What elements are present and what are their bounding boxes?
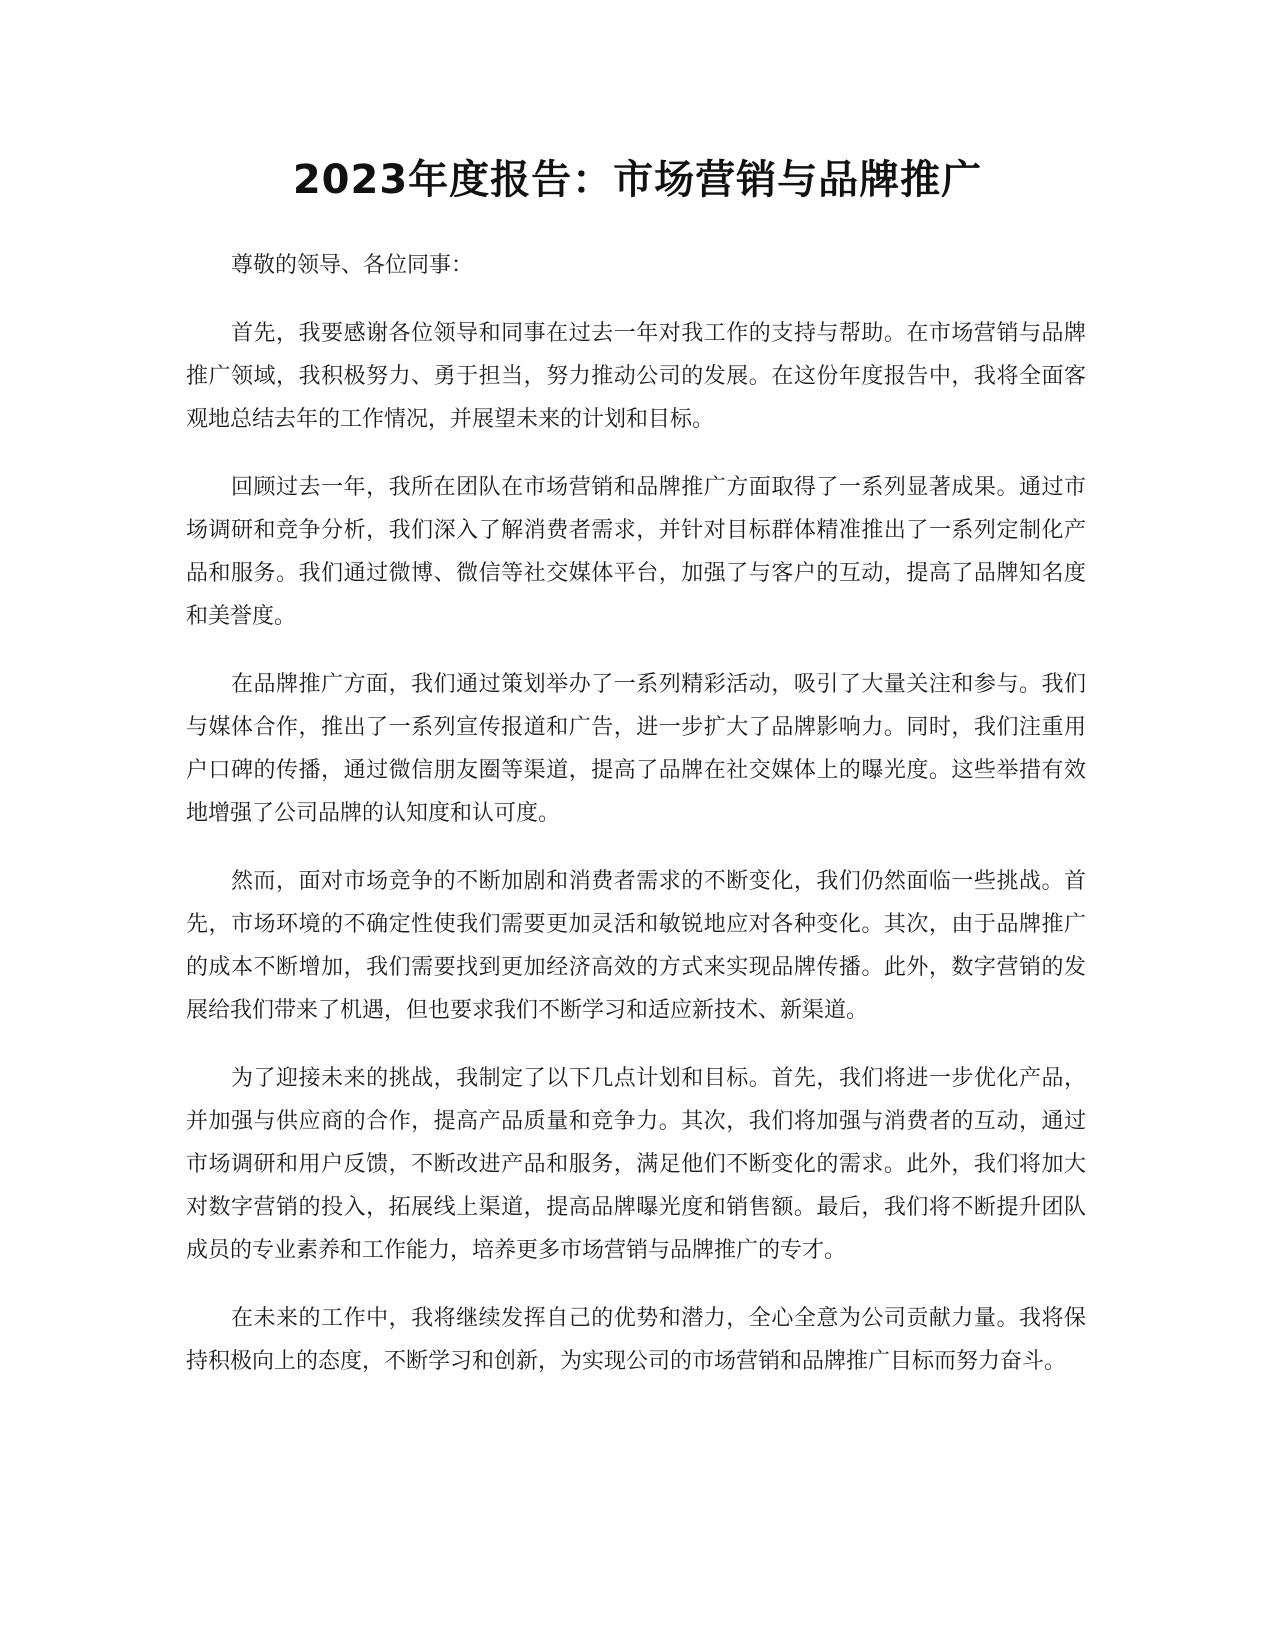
paragraph-challenges: 然而，面对市场竞争的不断加剧和消费者需求的不断变化，我们仍然面临一些挑战。首先，市场环境的不确定性使我们需要更加灵活和敏锐地应对各种变化。其次，由于品牌推广的成本不断增加，我们需要找到更加经济高效的方式来实现品牌传播。此外，数字营销的发展给我们带来了机遇，但也要求我们不断学习和适应新技术、新渠道。 <box>186 869 1086 1023</box>
salutation: 尊敬的领导、各位同事： <box>231 253 474 278</box>
document-body <box>186 244 1086 1408</box>
paragraph-plans: 为了迎接未来的挑战，我制定了以下几点计划和目标。首先，我们将进一步优化产品，并加强与供应商的合作，提高产品质量和竞争力。其次，我们将加强与消费者的互动，通过市场调研和用户反馈，不断改进产品和服务，满足他们不断变化的需求。此外，我们将加大对数字营销的投入，拓展线上渠道，提高品牌曝光度和销售额。最后，我们将不断提升团队成员的专业素养和工作能力，培养更多市场营销与品牌推广的专才。 <box>186 1066 1086 1263</box>
paragraph-brand-promotion: 在品牌推广方面，我们通过策划举办了一系列精彩活动，吸引了大量关注和参与。我们与媒体合作，推出了一系列宣传报道和广告，进一步扩大了品牌影响力。同时，我们注重用户口碑的传播，通过微信朋友圈等渠道，提高了品牌在社交媒体上的曝光度。这些举措有效地增强了公司品牌的认知度和认可度。 <box>186 672 1086 826</box>
paragraph-thanks: 首先，我要感谢各位领导和同事在过去一年对我工作的支持与帮助。在市场营销与品牌推广领域，我积极努力、勇于担当，努力推动公司的发展。在这份年度报告中，我将全面客观地总结去年的工作情况，并展望未来的计划和目标。 <box>186 321 1086 432</box>
paragraph-review: 回顾过去一年，我所在团队在市场营销和品牌推广方面取得了一系列显著成果。通过市场调研和竞争分析，我们深入了解消费者需求，并针对目标群体精准推出了一系列定制化产品和服务。我们通过微博、微信等社交媒体平台，加强了与客户的互动，提高了品牌知名度和美誉度。 <box>186 475 1086 629</box>
document-title: 2023年度报告：市场营销与品牌推广 <box>292 157 983 203</box>
paragraph-closing: 在未来的工作中，我将继续发挥自己的优势和潜力，全心全意为公司贡献力量。我将保持积极向上的态度，不断学习和创新，为实现公司的市场营销和品牌推广目标而努力奋斗。 <box>186 1306 1086 1374</box>
